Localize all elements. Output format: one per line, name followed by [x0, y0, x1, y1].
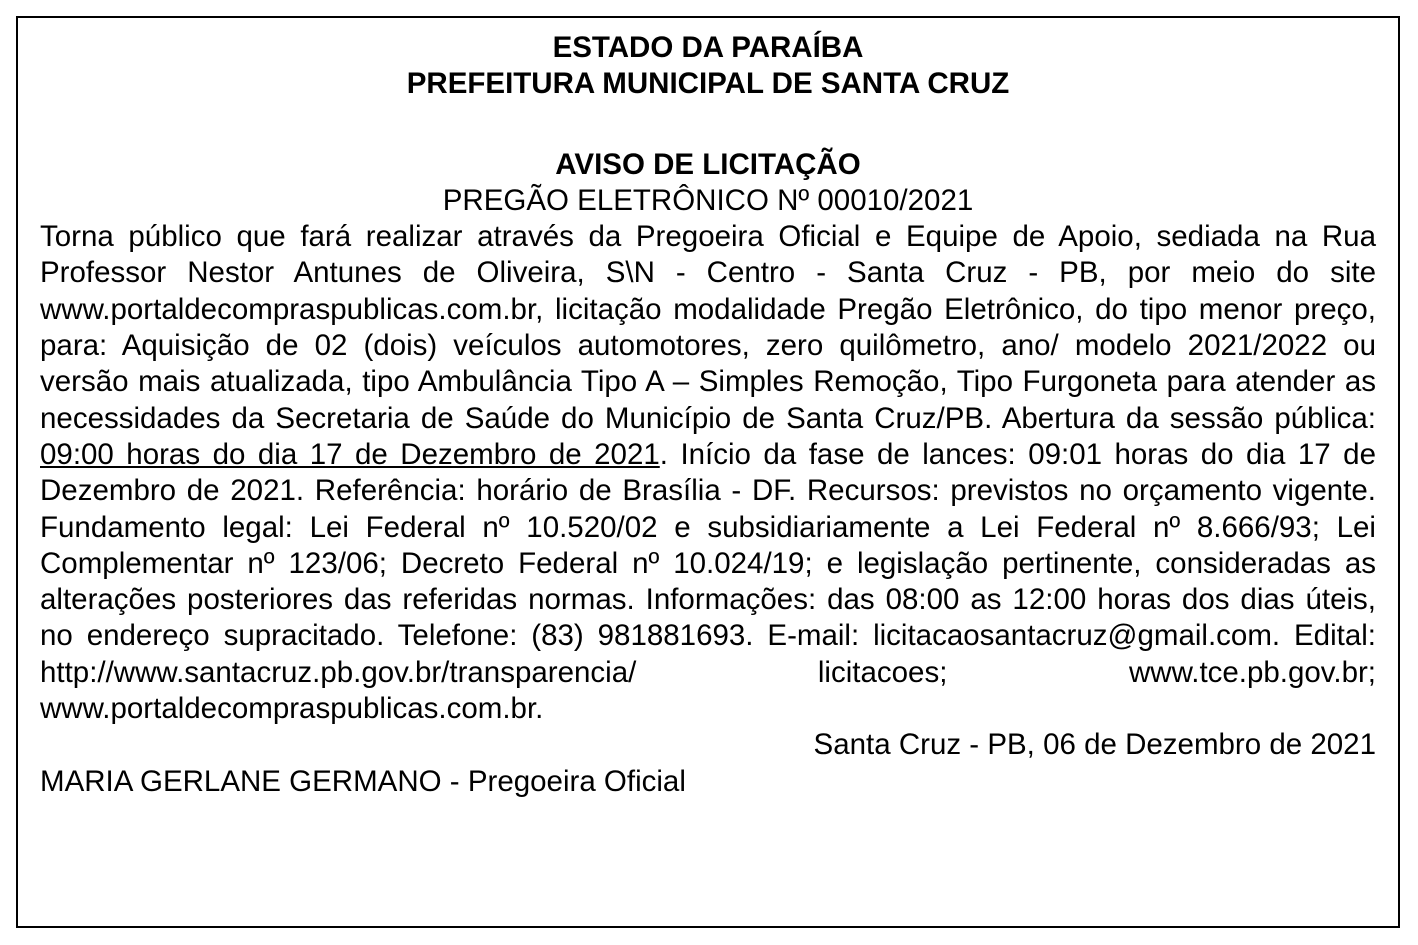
- municipality-heading: PREFEITURA MUNICIPAL DE SANTA CRUZ: [406, 67, 1010, 101]
- session-opening-datetime: 09:00 horas do dia 17 de Dezembro de 2021: [40, 437, 660, 471]
- notice-subtitle: PREGÃO ELETRÔNICO Nº 00010/2021: [442, 183, 974, 217]
- notice-title: AVISO DE LICITAÇÃO: [555, 147, 861, 181]
- signature-line: MARIA GERLANE GERMANO - Pregoeira Oficial: [40, 764, 686, 798]
- notice-box: [16, 16, 1400, 928]
- notice-body-part2: . Início da fase de lances: 09:01 horas do dia 17 de Dezembro de 2021. Referência: horário de Brasília - DF. Recursos: previstos no orçamento vigente. Fundamento legal: Lei Federal nº 10.520/02 e subsidiariamente a Lei Federal nº 8.666/93; Lei Complementar nº 123/06; Decreto Federal nº 10.024/19; e legislação pertinente, consideradas as alterações posteriores das referidas normas. Informações: das 08:00 as 12:00 horas dos dias úteis, no endereço supracitado. Telefone: (83) 981881693. E-mail: licitacaosantacruz@gmail.com. Edital: http://www.santacruz.pb.gov.br/transparencia/ licitacoes; www.tce.pb.gov.br; www.portaldecompraspublicas.com.br.: [40, 437, 1376, 726]
- state-heading: ESTADO DA PARAÍBA: [552, 31, 864, 64]
- notice-content: [40, 30, 1376, 800]
- notice-body: [40, 219, 1376, 727]
- heading-spacer: [40, 103, 1376, 147]
- notice-body-part1: Torna público que fará realizar através da Pregoeira Oficial e Equipe de Apoio, sediada na Rua Professor Nestor Antunes de Oliveira, S\N - Centro - Santa Cruz - PB, por meio do site www.portaldecompraspublicas.com.br, licitação modalidade Pregão Eletrônico, do tipo menor preço, para: Aquisição de 02 (dois) veículos automotores, zero quilômetro, ano/ modelo 2021/2022 ou versão mais atualizada, tipo Ambulância Tipo A – Simples Remoção, Tipo Furgoneta para atender as necessidades da Secretaria de Saúde do Município de Santa Cruz/PB. Abertura da sessão pública:: [40, 220, 1376, 435]
- notice-date: Santa Cruz - PB, 06 de Dezembro de 2021: [813, 728, 1376, 762]
